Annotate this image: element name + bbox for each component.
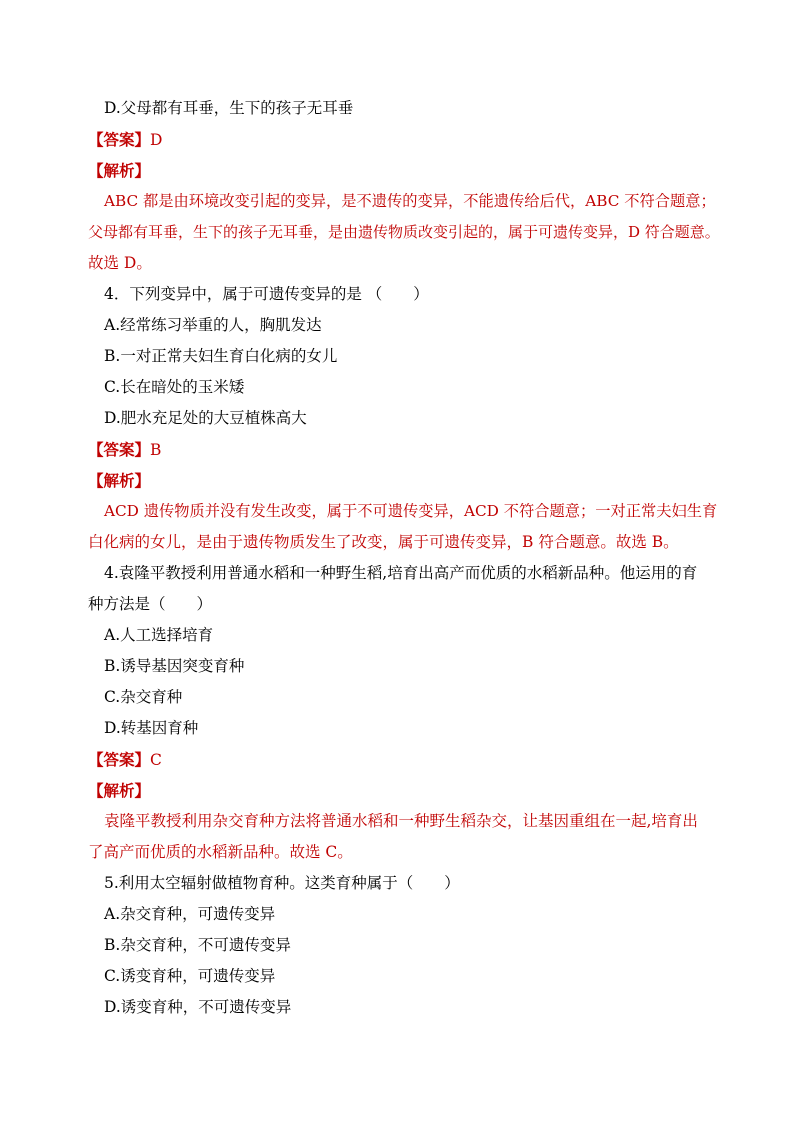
- analysis-text-line: 袁隆平教授利用杂交育种方法将普通水稻和一种野生稻杂交，让基因重组在一起,培育出: [104, 812, 698, 830]
- analysis-text-line: 故选 D。: [88, 254, 152, 272]
- answer-option: A.人工选择培育: [104, 626, 214, 644]
- answer-line: [88, 434, 724, 465]
- analysis-tag: 【解析】: [88, 161, 151, 180]
- answer-line: [88, 744, 724, 775]
- answer-option: D.父母都有耳垂，生下的孩子无耳垂: [104, 99, 354, 117]
- analysis-tag-line: [88, 465, 724, 496]
- answer-option: B.杂交育种，不可遗传变异: [104, 936, 291, 954]
- question-text-line: 种方法是（ ）: [88, 595, 213, 613]
- document-content: [88, 93, 724, 1023]
- answer-option: D.肥水充足处的大豆植株高大: [104, 409, 307, 427]
- question-text-line: 5.利用太空辐射做植物育种。这类育种属于（ ）: [104, 874, 460, 892]
- answer-option: C.诱变育种，可遗传变异: [104, 967, 276, 985]
- answer-option: B.诱导基因突变育种: [104, 657, 245, 675]
- analysis-tag-line: [88, 155, 724, 186]
- answer-value: B: [150, 441, 162, 459]
- answer-option: A.杂交育种，可遗传变异: [104, 905, 276, 923]
- answer-tag: 【答案】: [88, 130, 151, 149]
- analysis-text-line: ABC 都是由环境改变引起的变异，是不遗传的变异，不能遗传给后代，ABC 不符合题意；: [104, 192, 716, 210]
- answer-option: D.诱变育种，不可遗传变异: [104, 998, 292, 1016]
- answer-value: D: [150, 131, 163, 149]
- analysis-text-line: 白化病的女儿，是由于遗传物质发生了改变，属于可遗传变异，B 符合题意。故选 B。: [88, 533, 679, 551]
- analysis-text-line: ACD 遗传物质并没有发生改变，属于不可遗传变异，ACD 不符合题意；一对正常夫妇生育: [104, 502, 718, 520]
- answer-value: C: [150, 751, 162, 769]
- answer-tag: 【答案】: [88, 440, 151, 459]
- answer-option: D.转基因育种: [104, 719, 199, 737]
- question-text-line: 4．下列变异中，属于可遗传变异的是 （ ）: [104, 285, 429, 303]
- answer-tag: 【答案】: [88, 750, 151, 769]
- analysis-tag: 【解析】: [88, 781, 151, 800]
- answer-option: C.杂交育种: [104, 688, 183, 706]
- answer-option: A.经常练习举重的人，胸肌发达: [104, 316, 322, 334]
- analysis-tag-line: [88, 775, 724, 806]
- question-text-line: 4.袁隆平教授利用普通水稻和一种野生稻,培育出高产而优质的水稻新品种。他运用的育: [104, 564, 698, 582]
- answer-option: C.长在暗处的玉米矮: [104, 378, 245, 396]
- analysis-text-line: 了高产而优质的水稻新品种。故选 C。: [88, 843, 353, 861]
- answer-option: B.一对正常夫妇生育白化病的女儿: [104, 347, 338, 365]
- analysis-text-line: 父母都有耳垂，生下的孩子无耳垂，是由遗传物质改变引起的，属于可遗传变异，D 符合题意。: [88, 223, 720, 241]
- analysis-tag: 【解析】: [88, 471, 151, 490]
- answer-line: [88, 124, 724, 155]
